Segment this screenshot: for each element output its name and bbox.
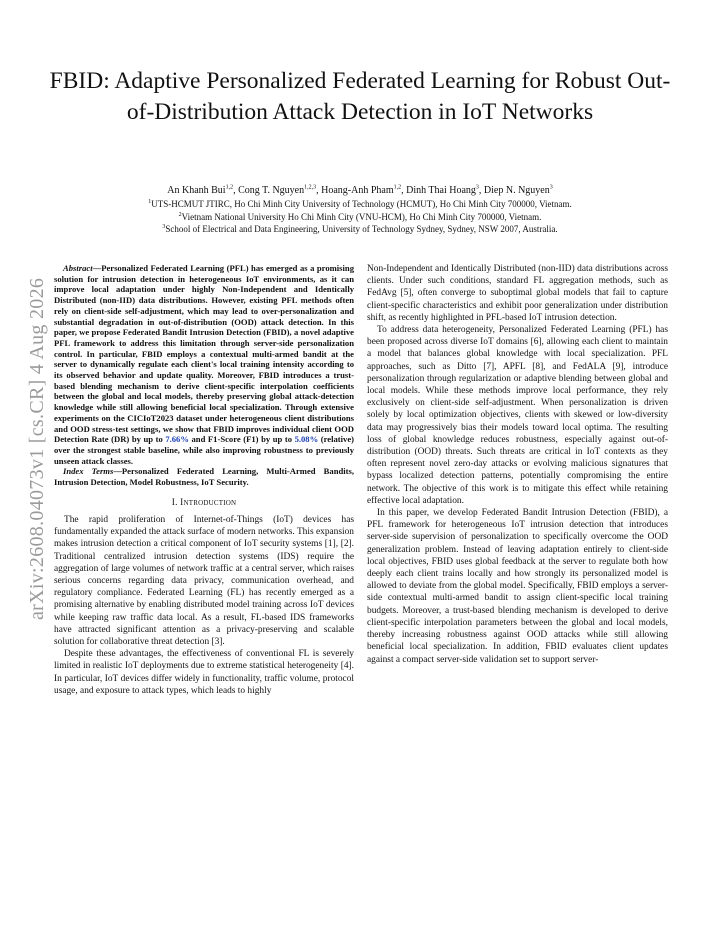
index-terms: Index Terms—Personalized Federated Learning, Multi-Armed Bandits, Intrusion Detection, Model Robustness, IoT Security. — [54, 466, 355, 488]
affiliation: $^3$School of Electrical and Data Engineering, University of Technology Sydney, Sydney, NSW 2007, Australia. — [162, 224, 558, 234]
right-column — [367, 263, 668, 666]
paragraph: Non-Independent and Identically Distributed (non-IID) data distributions across clients. Under such conditions, standard FL aggregation methods, such as FedAvg [5], often converge to suboptimal global models that fail to capture client-specific characteristics and exhibit poor generalization under distribution shift, as recently highlighted in PFL-based IoT intrusion detection. — [367, 264, 668, 323]
affiliation: $^2$Vietnam National University Ho Chi Minh City (VNU-HCM), Ho Chi Minh City 700000, Vietnam. — [178, 211, 542, 222]
author: Cong T. Nguyen$^{1,2,3}$, — [238, 184, 322, 196]
abstract: Abstract—Personalized Federated Learning (PFL) has emerged as a promising solution for intrusion detection in heterogeneous IoT environments, as it can improve local adaptation under highly Non-Independent and Identically Distributed (non-IID) data distributions. However, existing PFL methods often rely on client-side self-adjustment, which may lead to over-personalization and substantial degradation in out-of-distribution (OOD) attack detection. In this paper, we propose Federated Bandit Intrusion Detection (FBID), a novel adaptive PFL framework to address this limitation through server-side personalization control. In particular, FBID employs a contextual multi-armed bandit at the server to dynamically regulate each client's local training intensity according to its observed behavior and update quality. Moreover, FBID introduces a trust-based blending mechanism to derive client-specific interpolation coefficients between the global and local models, thereby preserving global attack-detection knowledge while still allowing beneficial local specialization. Through extensive experiments on the CICIoT2023 dataset under heterogeneous client distributions and OOD stress-test settings, we show that FBID improves individual client OOD Detection Rate (DR) by up to 7.66% and F1-Score (F1) by up to 5.08% (relative) over the strongest stable baseline, while also improving robustness to previously unseen attack classes. — [54, 263, 355, 466]
author-list — [40, 184, 680, 197]
author: Diep N. Nguyen$^3$ — [483, 184, 553, 196]
author: An Khanh Bui$^{1,2}$, — [167, 184, 239, 196]
affiliations — [40, 198, 680, 236]
author: Hoang-Anh Pham$^{1,2}$, — [321, 184, 407, 196]
arxiv-watermark: arXiv:2608.04073v1 [cs.CR] 4 Aug 2026 — [26, 277, 48, 620]
author: Dinh Thai Hoang$^3$, — [406, 184, 484, 196]
paper-title: FBID: Adaptive Personalized Federated Learning for Robust Out-of-Distribution Attack Detection in IoT Networks — [49, 68, 671, 125]
section-heading-introduction: I. Introduction — [171, 497, 237, 508]
paragraph: Despite these advantages, the effectiveness of conventional FL is severely limited in realistic IoT deployments due to extreme statistical heterogeneity [4]. In particular, IoT devices differ widely in functionality, traffic volume, protocol usage, and exposure to attack types, which leads to highly — [54, 649, 354, 696]
paragraph: To address data heterogeneity, Personalized Federated Learning (PFL) has been proposed across diverse IoT domains [6], allowing each client to maintain a model that balances global knowledge with local specialization. PFL approaches, such as Ditto [7], APFL [8], and FedALA [9], introduce personalization through regularization or adaptive blending between global and local models. While these methods improve local performance, they rely exclusively on client-side self-adjustment. When personalization is driven solely by local optimization objectives, clients with skewed or low-diversity data may progressively bias their models toward local optima. The resulting loss of global knowledge reduces robustness, especially against out-of-distribution (OOD) threats. Such threats are critical in IoT contexts as they often represent novel zero-day attacks or evolving malicious signatures that bypass localized detection patterns, potentially compromising the entire network. The objective of this work is to mitigate this effect while retaining effective local adaptation. — [367, 325, 668, 506]
f1-improvement-value: 5.08% — [294, 434, 319, 445]
paragraph: The rapid proliferation of Internet-of-Things (IoT) devices has fundamentally expanded the attack surface of modern networks. This expansion makes intrusion detection a critical component of IoT security systems [1], [2]. Traditional centralized intrusion detection systems (IDS) require the aggregation of large volumes of network traffic at a central server, which raises serious concerns regarding data privacy, communication overhead, and regulatory compliance. Federated Learning (FL) has recently emerged as a promising alternative by enabling distributed model training across IoT devices while keeping raw traffic data local. As a result, FL-based IDS frameworks have attracted significant attention as a privacy-preserving and scalable solution for collaborative threat detection [3]. — [54, 514, 354, 647]
dr-improvement-value: 7.66% — [165, 434, 189, 445]
affiliation: $^1$UTS-HCMUT JTIRC, Ho Chi Minh City University of Technology (HCMUT), Ho Chi Minh City 700000, Vietnam. — [148, 199, 572, 209]
left-column — [54, 263, 354, 697]
paragraph: In this paper, we develop Federated Bandit Intrusion Detection (FBID), a PFL framework for heterogeneous IoT intrusion detection that introduces server-side supervision of personalization to specifically overcome the OOD generalization problem. Instead of leaving adaptation entirely to client-side local objectives, FBID uses global feedback at the server to regulate both how deeply each client trains locally and how strongly its personalized model is allowed to deviate from the global model. Specifically, FBID employs a server-side contextual multi-armed bandit to assign client-specific local training budgets. Moreover, a trust-based blending mechanism is developed to derive client-specific interpolation parameters between the global and local models, thereby increasing robustness against OOD attacks while still allowing beneficial local specialization. In addition, FBID evaluates client updates against a compact server-side validation set to support server- — [367, 508, 668, 665]
